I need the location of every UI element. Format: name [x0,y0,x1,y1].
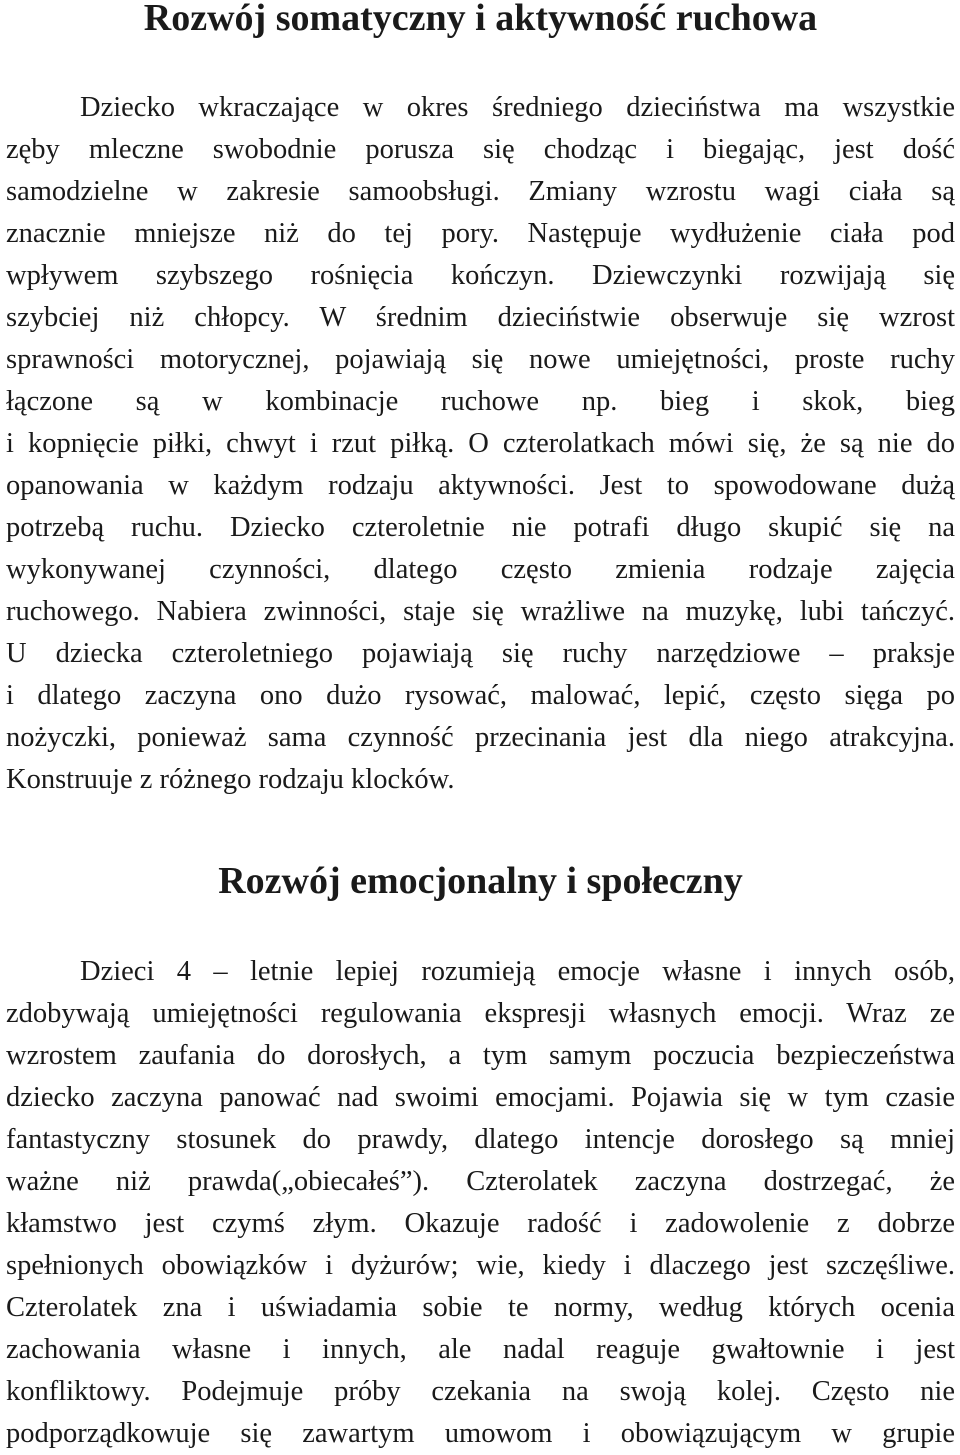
text-line: zachowania własne i innych, ale nadal reaguje gwałtownie i jest [6,1334,955,1365]
paragraph-emotional [6,951,955,1455]
paragraph-somatic [6,87,955,801]
text-line: spełnionych obowiązków i dyżurów; wie, kiedy i dlaczego jest szczęśliwe. [6,1250,955,1281]
section-heading-somatic: Rozwój somatyczny i aktywność ruchowa [143,0,818,39]
text-line: i dlatego zaczyna ono dużo rysować, malować, lepić, często sięga po [6,680,955,711]
text-line: U dziecka czteroletniego pojawiają się ruchy narzędziowe – praksje [6,638,955,669]
text-line: i kopnięcie piłki, chwyt i rzut piłką. O czterolatkach mówi się, że są nie do [6,428,955,459]
text-line: łączone są w kombinacje ruchowe np. bieg i skok, bieg [6,386,955,417]
text-line: Czterolatek zna i uświadamia sobie te normy, według których ocenia [6,1292,955,1323]
text-line: fantastyczny stosunek do prawdy, dlatego intencje dorosłego są mniej [6,1124,955,1155]
text-line: wykonywanej czynności, dlatego często zmienia rodzaje zajęcia [6,554,955,585]
text-line: samodzielne w zakresie samoobsługi. Zmiany wzrostu wagi ciała są [6,176,955,207]
text-line: ruchowego. Nabiera zwinności, staje się wrażliwe na muzykę, lubi tańczyć. [6,596,955,627]
text-line: Dzieci 4 – letnie lepiej rozumieją emocje własne i innych osób, [80,956,955,987]
text-line: Konstruuje z różnego rodzaju klocków. [6,764,455,795]
text-line: konfliktowy. Podejmuje próby czekania na swoją kolej. Często nie [6,1376,955,1407]
text-line: zęby mleczne swobodnie porusza się chodząc i biegając, jest dość [6,134,955,165]
text-line: potrzebą ruchu. Dziecko czteroletnie nie potrafi długo skupić się na [6,512,955,543]
section-heading-emotional: Rozwój emocjonalny i społeczny [218,860,743,902]
text-line: podporządkowuje się zawartym umowom i obowiązującym w grupie [6,1418,955,1449]
text-line: znacznie mniejsze niż do tej pory. Następuje wydłużenie ciała pod [6,218,955,249]
text-line: wzrostem zaufania do dorosłych, a tym samym poczucia bezpieczeństwa [6,1040,955,1071]
text-line: sprawności motorycznej, pojawiają się nowe umiejętności, proste ruchy [6,344,955,375]
text-line: opanowania w każdym rodzaju aktywności. Jest to spowodowane dużą [6,470,955,501]
text-line: Dziecko wkraczające w okres średniego dzieciństwa ma wszystkie [80,92,955,123]
text-line: szybciej niż chłopcy. W średnim dzieciństwie obserwuje się wzrost [6,302,955,333]
text-line: ważne niż prawda(„obiecałeś”). Czterolatek zaczyna dostrzegać, że [6,1166,955,1197]
text-line: nożyczki, ponieważ sama czynność przecinania jest dla niego atrakcyjna. [6,722,955,753]
text-line: wpływem szybszego rośnięcia kończyn. Dziewczynki rozwijają się [6,260,955,291]
text-line: zdobywają umiejętności regulowania ekspresji własnych emocji. Wraz ze [6,998,955,1029]
text-line: dziecko zaczyna panować nad swoimi emocjami. Pojawia się w tym czasie [6,1082,955,1113]
text-line: kłamstwo jest czymś złym. Okazuje radość i zadowolenie z dobrze [6,1208,955,1239]
